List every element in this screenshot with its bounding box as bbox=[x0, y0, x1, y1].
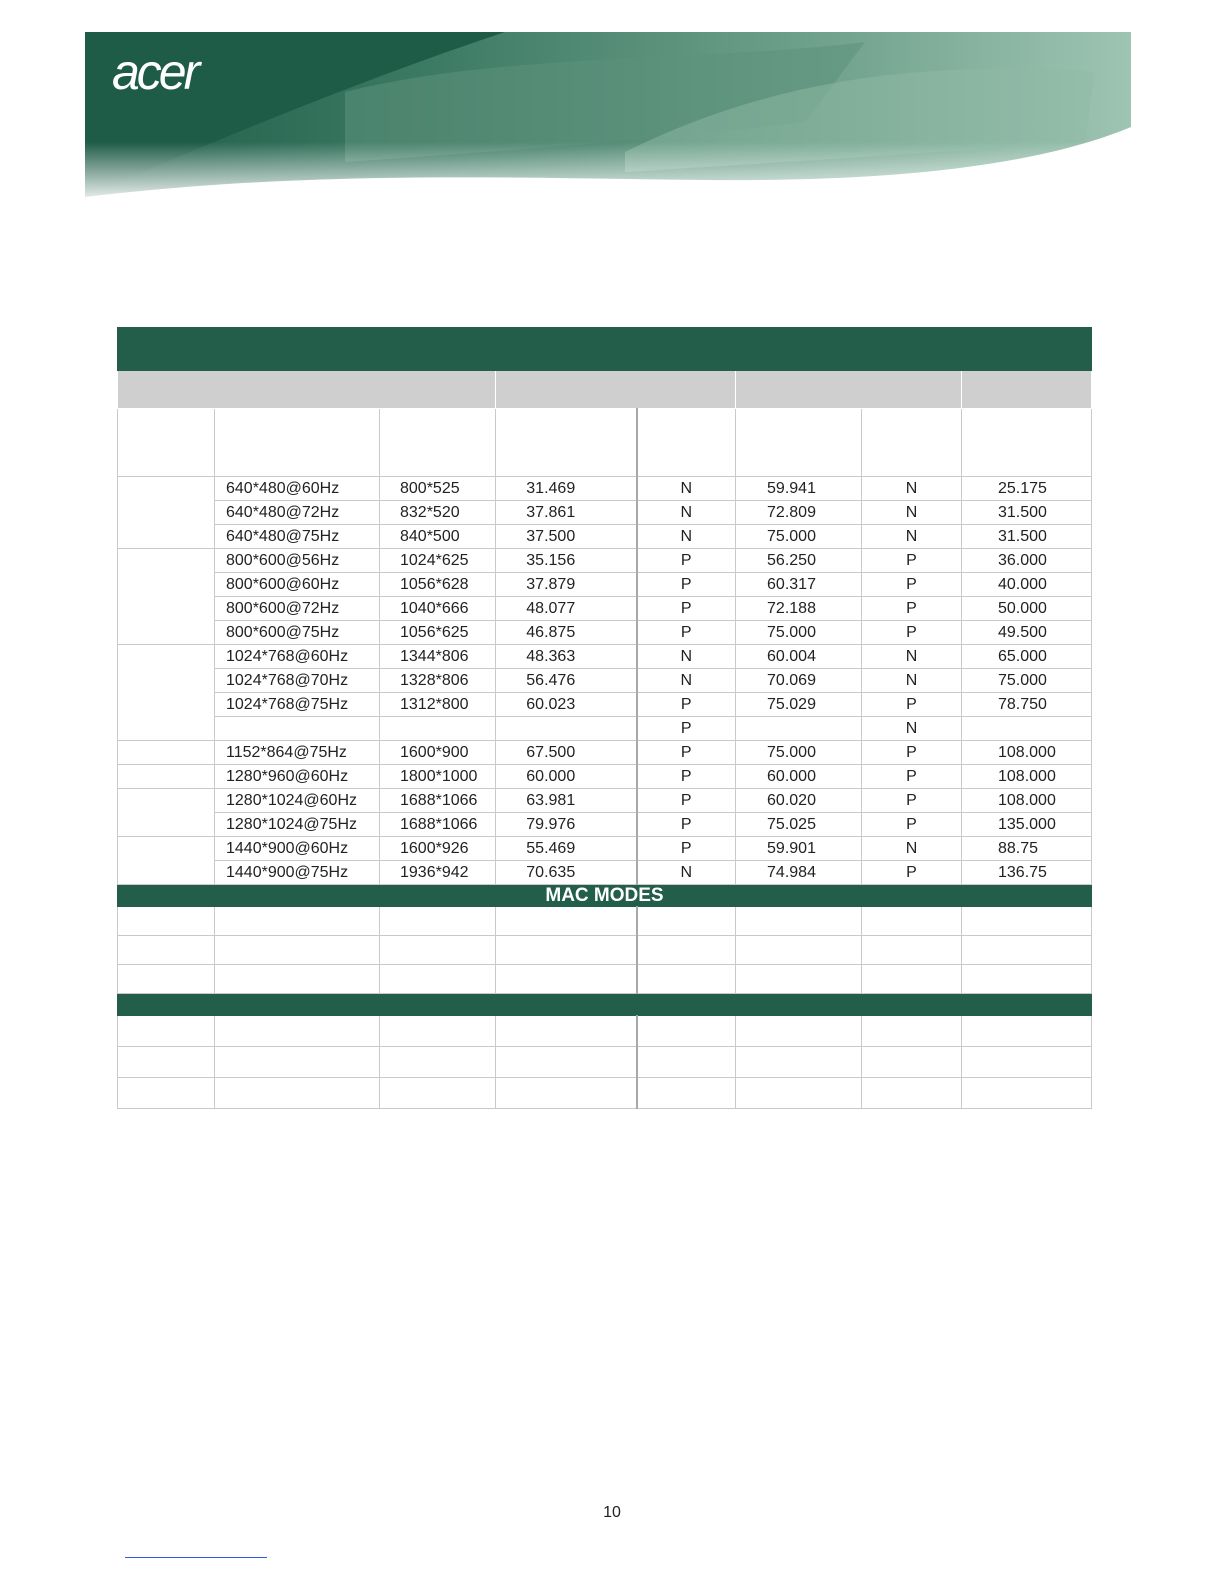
cell-h-pol: P bbox=[637, 837, 736, 861]
cell-h-pol: P bbox=[637, 741, 736, 765]
cell-h-pol: N bbox=[637, 669, 736, 693]
empty-row bbox=[118, 1078, 1092, 1109]
cell-clock: 31.500 bbox=[962, 525, 1092, 549]
cell-v-freq: 59.941 bbox=[736, 477, 862, 501]
cell-clock: 108.000 bbox=[962, 789, 1092, 813]
cell-v-freq: 60.020 bbox=[736, 789, 862, 813]
cell-h-freq: 37.879 bbox=[496, 573, 637, 597]
timing-table bbox=[117, 327, 1092, 1109]
cell-h-pol: P bbox=[637, 813, 736, 837]
page-number: 10 bbox=[603, 1504, 621, 1521]
cell-h-pol: P bbox=[637, 573, 736, 597]
section-band bbox=[118, 994, 1092, 1016]
cell-v-pol: P bbox=[862, 741, 962, 765]
cell-v-pol: P bbox=[862, 549, 962, 573]
table-row bbox=[118, 693, 1092, 717]
cell-v-freq: 75.000 bbox=[736, 741, 862, 765]
table-row bbox=[118, 789, 1092, 813]
cell-mode: 800*600@72Hz bbox=[215, 597, 380, 621]
cell-mode: 640*480@60Hz bbox=[215, 477, 380, 501]
cell-v-pol: P bbox=[862, 861, 962, 885]
cell-h-pol: P bbox=[637, 765, 736, 789]
cell-mode: 800*600@56Hz bbox=[215, 549, 380, 573]
cell-h-freq bbox=[496, 717, 637, 741]
cell-clock: 36.000 bbox=[962, 549, 1092, 573]
table-row bbox=[118, 765, 1092, 789]
cell-mode: 1024*768@75Hz bbox=[215, 693, 380, 717]
cell-v-freq: 59.901 bbox=[736, 837, 862, 861]
cell-mode: 1440*900@75Hz bbox=[215, 861, 380, 885]
cell-v-pol: N bbox=[862, 669, 962, 693]
cell-total: 1344*806 bbox=[380, 645, 496, 669]
cell-total: 1056*625 bbox=[380, 621, 496, 645]
cell-v-pol: N bbox=[862, 837, 962, 861]
cell-mode: 1280*960@60Hz bbox=[215, 765, 380, 789]
cell-h-pol: N bbox=[637, 477, 736, 501]
group-cell bbox=[118, 789, 215, 837]
cell-h-freq: 48.363 bbox=[496, 645, 637, 669]
cell-v-freq: 75.029 bbox=[736, 693, 862, 717]
group-cell bbox=[118, 549, 215, 645]
cell-clock: 75.000 bbox=[962, 669, 1092, 693]
cell-v-freq: 56.250 bbox=[736, 549, 862, 573]
cell-total: 832*520 bbox=[380, 501, 496, 525]
table-title-row bbox=[118, 328, 1092, 371]
cell-h-freq: 35.156 bbox=[496, 549, 637, 573]
cell-clock: 136.75 bbox=[962, 861, 1092, 885]
cell-total: 800*525 bbox=[380, 477, 496, 501]
cell-mode: 800*600@60Hz bbox=[215, 573, 380, 597]
cell-mode: 800*600@75Hz bbox=[215, 621, 380, 645]
group-header-horizontal bbox=[496, 371, 736, 409]
group-header-row bbox=[118, 371, 1092, 409]
table-row bbox=[118, 717, 1092, 741]
column-header-row bbox=[118, 409, 1092, 477]
cell-v-freq: 72.188 bbox=[736, 597, 862, 621]
cell-h-freq: 67.500 bbox=[496, 741, 637, 765]
cell-h-pol: N bbox=[637, 525, 736, 549]
mac-modes-band-label: MAC MODES bbox=[545, 885, 664, 906]
cell-v-freq: 75.000 bbox=[736, 621, 862, 645]
group-header-vertical bbox=[736, 371, 962, 409]
cell-clock: 65.000 bbox=[962, 645, 1092, 669]
cell-total: 1328*806 bbox=[380, 669, 496, 693]
cell-h-freq: 60.000 bbox=[496, 765, 637, 789]
cell-h-pol: P bbox=[637, 789, 736, 813]
cell-h-pol: P bbox=[637, 549, 736, 573]
cell-h-freq: 63.981 bbox=[496, 789, 637, 813]
cell-v-pol: N bbox=[862, 645, 962, 669]
cell-h-pol: P bbox=[637, 597, 736, 621]
cell-clock: 49.500 bbox=[962, 621, 1092, 645]
cell-total: 1312*800 bbox=[380, 693, 496, 717]
cell-total: 1600*900 bbox=[380, 741, 496, 765]
cell-h-freq: 31.469 bbox=[496, 477, 637, 501]
cell-total: 840*500 bbox=[380, 525, 496, 549]
cell-v-pol: P bbox=[862, 765, 962, 789]
cell-total: 1040*666 bbox=[380, 597, 496, 621]
cell-h-pol: N bbox=[637, 861, 736, 885]
cell-mode: 1024*768@70Hz bbox=[215, 669, 380, 693]
table-row bbox=[118, 525, 1092, 549]
cell-mode bbox=[215, 717, 380, 741]
cell-clock: 25.175 bbox=[962, 477, 1092, 501]
cell-clock: 88.75 bbox=[962, 837, 1092, 861]
empty-row bbox=[118, 965, 1092, 994]
group-cell bbox=[118, 477, 215, 549]
cell-h-freq: 56.476 bbox=[496, 669, 637, 693]
cell-h-freq: 70.635 bbox=[496, 861, 637, 885]
cell-h-pol: P bbox=[637, 717, 736, 741]
cell-mode: 640*480@75Hz bbox=[215, 525, 380, 549]
table-row bbox=[118, 669, 1092, 693]
cell-v-pol: N bbox=[862, 525, 962, 549]
cell-v-pol: P bbox=[862, 573, 962, 597]
cell-total: 1600*926 bbox=[380, 837, 496, 861]
cell-v-pol: N bbox=[862, 501, 962, 525]
cell-total: 1056*628 bbox=[380, 573, 496, 597]
table-row bbox=[118, 573, 1092, 597]
cell-h-freq: 37.861 bbox=[496, 501, 637, 525]
empty-row bbox=[118, 936, 1092, 965]
cell-h-pol: P bbox=[637, 621, 736, 645]
cell-v-freq: 74.984 bbox=[736, 861, 862, 885]
group-cell bbox=[118, 765, 215, 789]
cell-mode: 1440*900@60Hz bbox=[215, 837, 380, 861]
cell-clock: 50.000 bbox=[962, 597, 1092, 621]
cell-h-freq: 46.875 bbox=[496, 621, 637, 645]
cell-mode: 1280*1024@75Hz bbox=[215, 813, 380, 837]
cell-h-pol: N bbox=[637, 645, 736, 669]
table-row bbox=[118, 597, 1092, 621]
cell-clock: 40.000 bbox=[962, 573, 1092, 597]
cell-v-pol: P bbox=[862, 597, 962, 621]
cell-h-freq: 37.500 bbox=[496, 525, 637, 549]
cell-v-pol: P bbox=[862, 813, 962, 837]
table-row bbox=[118, 549, 1092, 573]
cell-h-freq: 79.976 bbox=[496, 813, 637, 837]
cell-clock: 135.000 bbox=[962, 813, 1092, 837]
empty-row bbox=[118, 1016, 1092, 1047]
table-row bbox=[118, 501, 1092, 525]
cell-v-freq: 60.004 bbox=[736, 645, 862, 669]
footer-rule bbox=[125, 1557, 267, 1558]
group-header-resolution bbox=[118, 371, 496, 409]
cell-clock: 108.000 bbox=[962, 741, 1092, 765]
cell-total: 1024*625 bbox=[380, 549, 496, 573]
table-row bbox=[118, 477, 1092, 501]
empty-row bbox=[118, 907, 1092, 936]
cell-h-freq: 60.023 bbox=[496, 693, 637, 717]
cell-h-freq: 48.077 bbox=[496, 597, 637, 621]
cell-clock bbox=[962, 717, 1092, 741]
group-cell bbox=[118, 837, 215, 885]
cell-v-freq: 72.809 bbox=[736, 501, 862, 525]
table-row bbox=[118, 741, 1092, 765]
cell-v-freq: 60.317 bbox=[736, 573, 862, 597]
cell-v-pol: P bbox=[862, 693, 962, 717]
cell-clock: 108.000 bbox=[962, 765, 1092, 789]
cell-v-pol: P bbox=[862, 789, 962, 813]
cell-v-pol: P bbox=[862, 621, 962, 645]
table-row bbox=[118, 837, 1092, 861]
group-header-clock bbox=[962, 371, 1092, 409]
table-row bbox=[118, 861, 1092, 885]
cell-h-freq: 55.469 bbox=[496, 837, 637, 861]
cell-total bbox=[380, 717, 496, 741]
cell-v-pol: N bbox=[862, 717, 962, 741]
cell-h-pol: P bbox=[637, 693, 736, 717]
cell-v-freq: 70.069 bbox=[736, 669, 862, 693]
cell-mode: 1152*864@75Hz bbox=[215, 741, 380, 765]
cell-total: 1688*1066 bbox=[380, 813, 496, 837]
cell-v-freq: 75.025 bbox=[736, 813, 862, 837]
cell-mode: 1280*1024@60Hz bbox=[215, 789, 380, 813]
cell-v-freq: 75.000 bbox=[736, 525, 862, 549]
cell-mode: 1024*768@60Hz bbox=[215, 645, 380, 669]
group-cell bbox=[118, 741, 215, 765]
acer-logo: acer bbox=[112, 44, 198, 100]
cell-total: 1936*942 bbox=[380, 861, 496, 885]
group-cell bbox=[118, 645, 215, 741]
cell-clock: 78.750 bbox=[962, 693, 1092, 717]
table-row bbox=[118, 645, 1092, 669]
empty-row bbox=[118, 1047, 1092, 1078]
table-row bbox=[118, 621, 1092, 645]
cell-v-freq bbox=[736, 717, 862, 741]
cell-total: 1800*1000 bbox=[380, 765, 496, 789]
cell-h-pol: N bbox=[637, 501, 736, 525]
cell-mode: 640*480@72Hz bbox=[215, 501, 380, 525]
cell-v-freq: 60.000 bbox=[736, 765, 862, 789]
cell-total: 1688*1066 bbox=[380, 789, 496, 813]
cell-clock: 31.500 bbox=[962, 501, 1092, 525]
cell-v-pol: N bbox=[862, 477, 962, 501]
mac-modes-band bbox=[118, 885, 1092, 907]
table-row bbox=[118, 813, 1092, 837]
